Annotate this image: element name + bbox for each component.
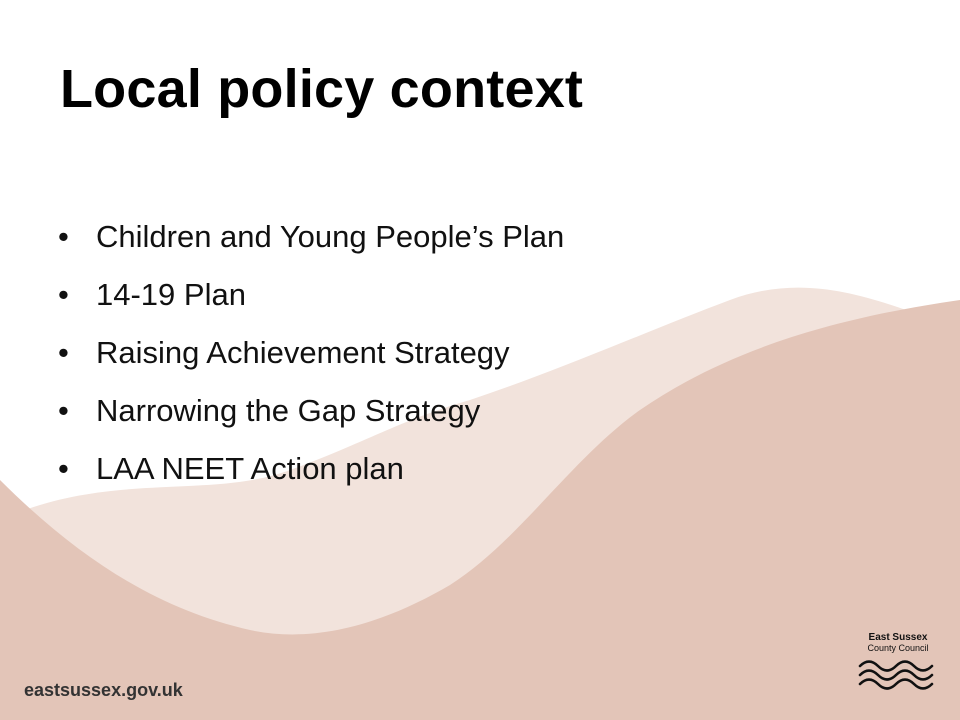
bullet-item xyxy=(58,382,564,440)
slide-title: Local policy context xyxy=(60,59,584,119)
bullet-text: Raising Achievement Strategy xyxy=(96,335,510,370)
logo-subname: County Council xyxy=(867,643,929,653)
bullet-text: Narrowing the Gap Strategy xyxy=(96,393,481,428)
bullet-icon: • xyxy=(58,451,69,486)
bullet-text: LAA NEET Action plan xyxy=(96,451,404,486)
bullet-item xyxy=(58,266,564,324)
council-logo xyxy=(856,632,940,702)
bullet-icon: • xyxy=(58,277,69,312)
bullet-item xyxy=(58,208,564,266)
bullet-item xyxy=(58,440,564,498)
bullet-item xyxy=(58,324,564,382)
bullet-text: 14-19 Plan xyxy=(96,277,246,312)
logo-name: East Sussex xyxy=(868,632,928,643)
bullet-list xyxy=(58,208,564,498)
waves-icon xyxy=(856,658,940,694)
footer-website: eastsussex.gov.uk xyxy=(24,680,183,700)
bullet-icon: • xyxy=(58,335,69,370)
bullet-icon: • xyxy=(58,219,69,254)
bullet-icon: • xyxy=(58,393,69,428)
bullet-text: Children and Young People’s Plan xyxy=(96,219,565,254)
